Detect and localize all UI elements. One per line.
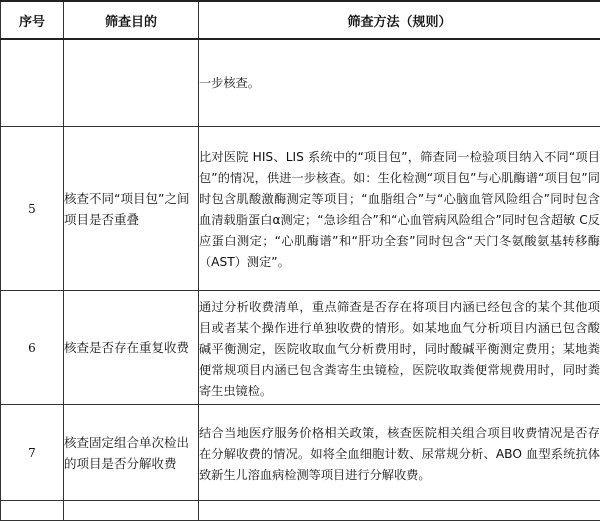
row-purpose: 核查固定组合单次检出的项目是否分解收费 — [64, 405, 199, 501]
row-purpose: 核查是否存在重复收费 — [64, 291, 199, 405]
table-row — [1, 127, 600, 291]
table-row — [1, 405, 600, 501]
row-no: 6 — [1, 291, 64, 405]
header-no: 序号 — [1, 1, 64, 39]
row-method — [199, 127, 600, 291]
row-method-text: 通过分析收费清单，重点筛查是否存在将项目内涵已经包含的某个其他项目或者某个操作进行单独收费的情形。如某地血气分析项目内涵已包含酸碱平衡测定，医院收取血气分析费用时，同时酸碱平衡测定费用；某地粪便常规项目内涵已包含粪寄生虫镜检，医院收取粪便常规费用时，同时粪寄生虫镜检。 — [199, 297, 600, 402]
row-purpose: 核查不同“项目包”之间项目是否重叠 — [64, 127, 199, 291]
table-row — [1, 39, 600, 127]
row-no — [1, 39, 64, 127]
table-row — [1, 291, 600, 405]
row-method — [199, 405, 600, 501]
header-method: 筛查方法（规则） — [199, 1, 600, 39]
row-purpose — [64, 39, 199, 127]
header-row — [1, 1, 600, 39]
row-no: 7 — [1, 405, 64, 501]
row-method-text: 一步核查。 — [199, 73, 600, 94]
header-purpose: 筛查目的 — [64, 1, 199, 39]
row-no: 5 — [1, 127, 64, 291]
row-method — [199, 291, 600, 405]
row-method-text: 结合当地医疗服务价格相关政策，核查医院相关组合项目收费情况是否存在分解收费的情况。如将全血细胞计数、尿常规分析、ABO 血型系统抗体致新生儿溶血病检测等项目进行分解收费。 — [199, 423, 600, 486]
row-method-text: 比对医院 HIS、LIS 系统中的“项目包”，筛查同一检验项目纳入不同“项目包”的情况，供进一步核查。如：生化检测“项目包”与心肌酶谱“项目包”同时包含肌酸激酶测定等项目；“血脂组合”与“心脑血管风险组合”同时包含血清载脂蛋白α测定；“急诊组合”和“心血管病风险组合”同时包含超敏 C反应蛋白测定；“心肌酶谱”和“肝功全套”同时包含“天门冬氨酸氨基转移酶（AST）测定”。 — [199, 147, 600, 273]
row-method — [199, 39, 600, 127]
